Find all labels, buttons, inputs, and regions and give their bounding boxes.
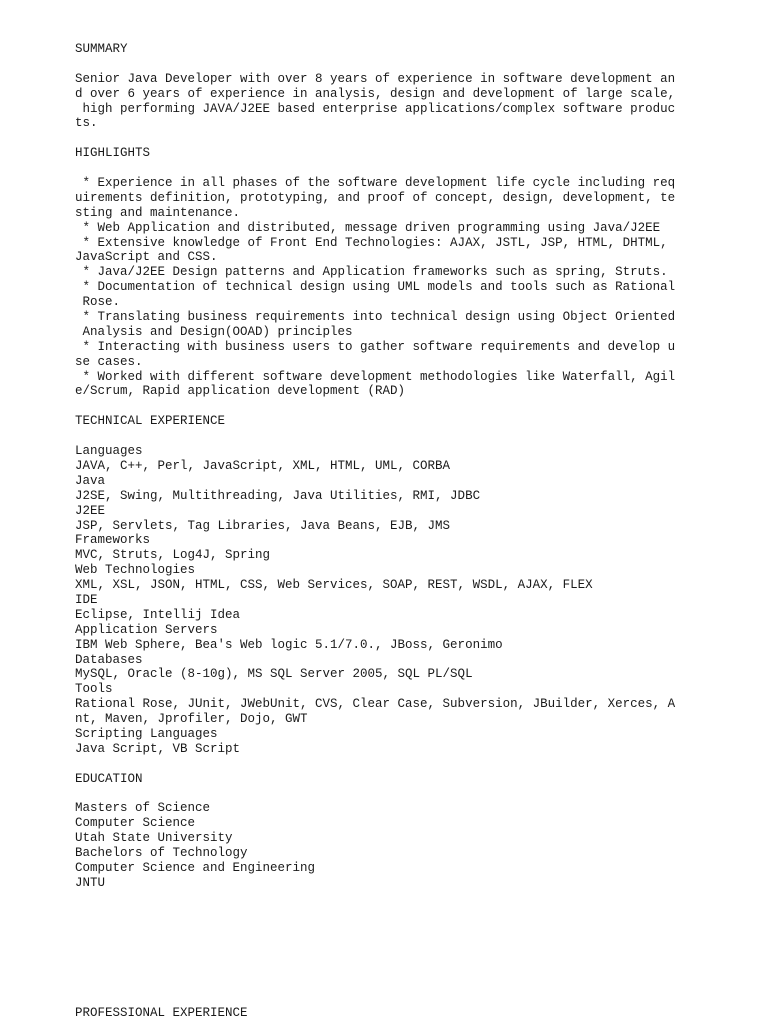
text-line: uirements definition, prototyping, and proof of concept, design, development, te [75,190,676,205]
text-line: ts. [75,116,98,131]
text-line: Computer Science and Engineering [75,860,316,875]
text-line: Java [75,473,106,488]
text-line: Languages [75,444,143,459]
text-line: sting and maintenance. [75,205,241,220]
text-line: JSP, Servlets, Tag Libraries, Java Beans, EJB, JMS [75,518,451,533]
text-line: Analysis and Design(OOAD) principles [75,324,353,339]
text-line: IBM Web Sphere, Bea's Web logic 5.1/7.0., JBoss, Geronimo [75,637,503,652]
text-line: se cases. [75,354,143,369]
text-line [75,787,675,802]
text-line: Computer Science [75,816,196,831]
text-line: e/Scrum, Rapid application development (RAD) [75,384,406,399]
text-line: * Experience in all phases of the software development life cycle including req [75,176,676,191]
text-line: JavaScript and CSS. [75,250,218,265]
text-line: Application Servers [75,622,218,637]
text-line: JNTU [75,875,106,890]
text-line: J2SE, Swing, Multithreading, Java Utilities, RMI, JDBC [75,488,481,503]
text-line [75,161,675,176]
text-line: * Documentation of technical design using UML models and tools such as Rational [75,280,676,295]
text-line: d over 6 years of experience in analysis, design and development of large scale, [75,86,676,101]
text-line [75,131,675,146]
text-line: TECHNICAL EXPERIENCE [75,414,226,429]
text-line: nt, Maven, Jprofiler, Dojo, GWT [75,712,308,727]
text-line: Utah State University [75,831,233,846]
text-line: Scripting Languages [75,726,218,741]
text-line: high performing JAVA/J2EE based enterprise applications/complex software produc [75,101,676,116]
text-line: JAVA, C++, Perl, JavaScript, XML, HTML, UML, CORBA [75,458,451,473]
text-line: HIGHLIGHTS [75,146,151,161]
text-line: XML, XSL, JSON, HTML, CSS, Web Services, SOAP, REST, WSDL, AJAX, FLEX [75,578,593,593]
text-line: Web Technologies [75,563,196,578]
text-line [75,757,675,772]
text-line: Tools [75,682,113,697]
text-line: Frameworks [75,533,151,548]
text-line: * Java/J2EE Design patterns and Application frameworks such as spring, Struts. [75,265,668,280]
text-line: Java Script, VB Script [75,741,241,756]
resume-text-body [75,42,675,891]
section-heading-professional-experience: PROFESSIONAL EXPERIENCE [75,1006,248,1020]
text-line [75,57,675,72]
text-line: * Worked with different software development methodologies like Waterfall, Agil [75,369,676,384]
text-line: * Extensive knowledge of Front End Technologies: AJAX, JSTL, JSP, HTML, DHTML, [75,235,668,250]
text-line: Bachelors of Technology [75,846,248,861]
text-line: * Interacting with business users to gather software requirements and develop u [75,339,676,354]
text-line: Masters of Science [75,801,211,816]
text-line: J2EE [75,503,106,518]
text-line: MySQL, Oracle (8-10g), MS SQL Server 2005, SQL PL/SQL [75,667,473,682]
text-line: MVC, Struts, Log4J, Spring [75,548,271,563]
text-line [75,429,675,444]
text-line: Eclipse, Intellij Idea [75,607,241,622]
text-line: * Web Application and distributed, message driven programming using Java/J2EE [75,220,661,235]
text-line: Rose. [75,295,121,310]
text-line: Databases [75,652,143,667]
text-line: IDE [75,592,98,607]
text-line: Senior Java Developer with over 8 years of experience in software development an [75,71,676,86]
text-line: Rational Rose, JUnit, JWebUnit, CVS, Clear Case, Subversion, JBuilder, Xerces, A [75,697,676,712]
text-line: * Translating business requirements into technical design using Object Oriented [75,310,676,325]
text-line: SUMMARY [75,42,128,56]
text-line: EDUCATION [75,771,143,786]
text-line [75,399,675,414]
